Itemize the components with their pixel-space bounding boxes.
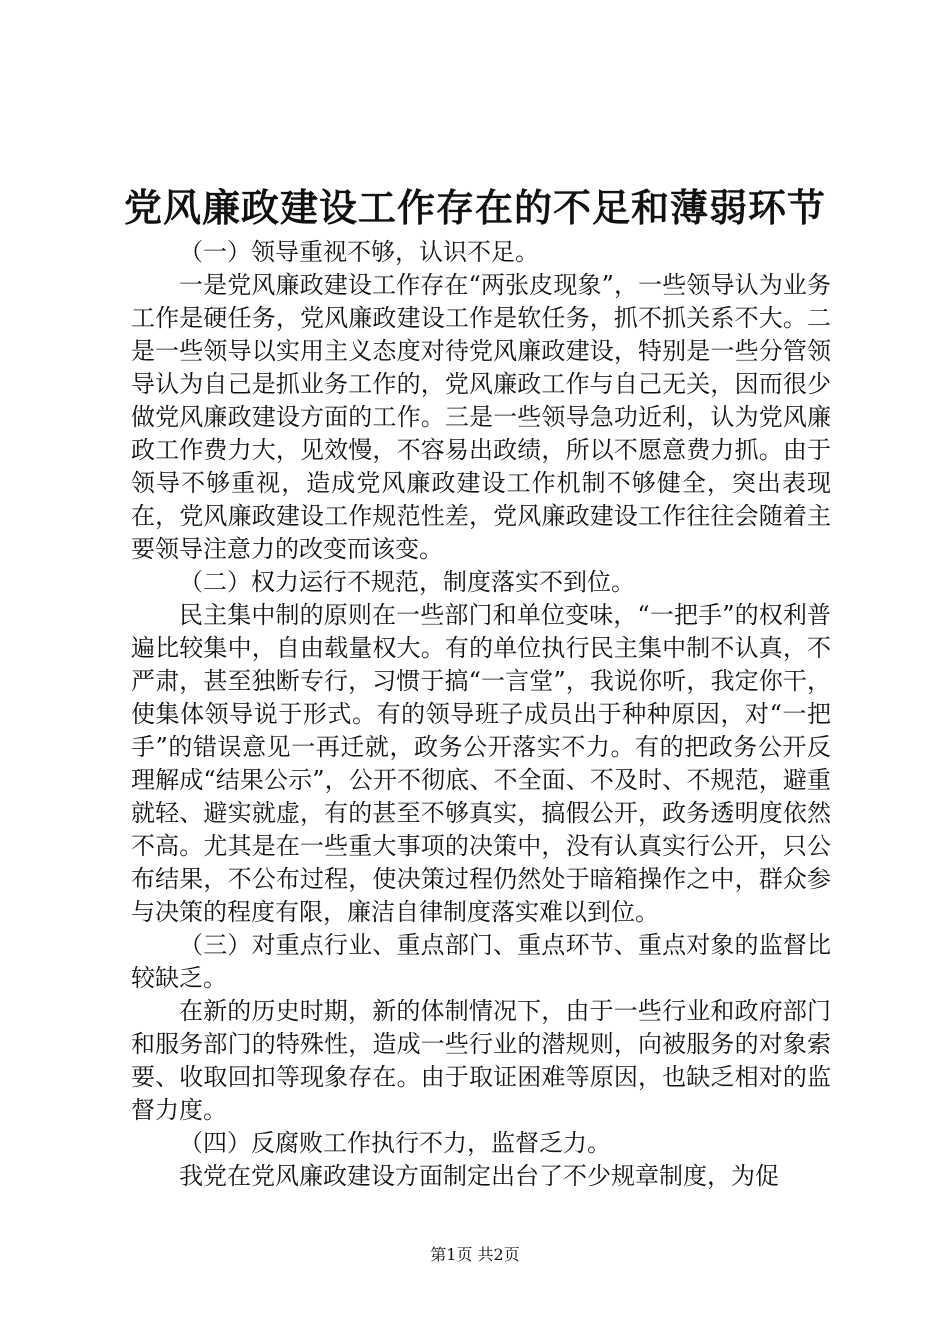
page-footer: 第1页 共2页 (430, 1245, 520, 1264)
paragraph-3: 在新的历史时期，新的体制情况下，由于一些行业和政府部门和服务部门的特殊性，造成一些行业的潜规则，向被服务的对象索要、收取回扣等现象存在。由于取证困难等原因，也缺乏相对的监督力度。 (131, 997, 831, 1124)
paragraph-4: 我党在党风廉政建设方面制定出台了不少规章制度，为促 (179, 1162, 779, 1190)
section-heading-3: （三）对重点行业、重点部门、重点环节、重点对象的监督比较缺乏。 (131, 931, 831, 992)
section-heading-4: （四）反腐败工作执行不力，监督乏力。 (179, 1129, 611, 1157)
document-body (131, 236, 831, 1193)
paragraph-1: 一是党风廉政建设工作存在“两张皮现象”，一些领导认为业务工作是硬任务，党风廉政建设工作是软任务，抓不抓关系不大。二是一些领导以实用主义态度对待党风廉政建设，特别是一些分管领导认为自己是抓业务工作的，党风廉政工作与自己无关，因而很少做党风廉政建设方面的工作。三是一些领导急功近利，认为党风廉政工作费力大，见效慢，不容易出政绩，所以不愿意费力抓。由于领导不够重视，造成党风廉政建设工作机制不够健全，突出表现在，党风廉政建设工作规范性差，党风廉政建设工作往往会随着主要领导注意力的改变而该变。 (131, 271, 831, 563)
paragraph-2: 民主集中制的原则在一些部门和单位变味，“一把手”的权利普遍比较集中，自由载量权大。有的单位执行民主集中制不认真，不严肃，甚至独断专行，习惯于搞“一言堂”，我说你听，我定你干，使集体领导说于形式。有的领导班子成员出于种种原因，对“一把手”的错误意见一再迁就，政务公开落实不力。有的把政务公开反理解成“结果公示”，公开不彻底、不全面、不及时、不规范，避重就轻、避实就虚，有的甚至不够真实，搞假公开，政务透明度依然不高。尤其是在一些重大事项的决策中，没有认真实行公开，只公布结果，不公布过程，使决策过程仍然处于暗箱操作之中，群众参与决策的程度有限，廉洁自律制度落实难以到位。 (131, 601, 831, 926)
section-heading-2: （二）权力运行不规范，制度落实不到位。 (179, 568, 635, 596)
document-title: 党风廉政建设工作存在的不足和薄弱环节 (123, 185, 826, 230)
section-heading-1: （一）领导重视不够，认识不足。 (179, 238, 539, 266)
